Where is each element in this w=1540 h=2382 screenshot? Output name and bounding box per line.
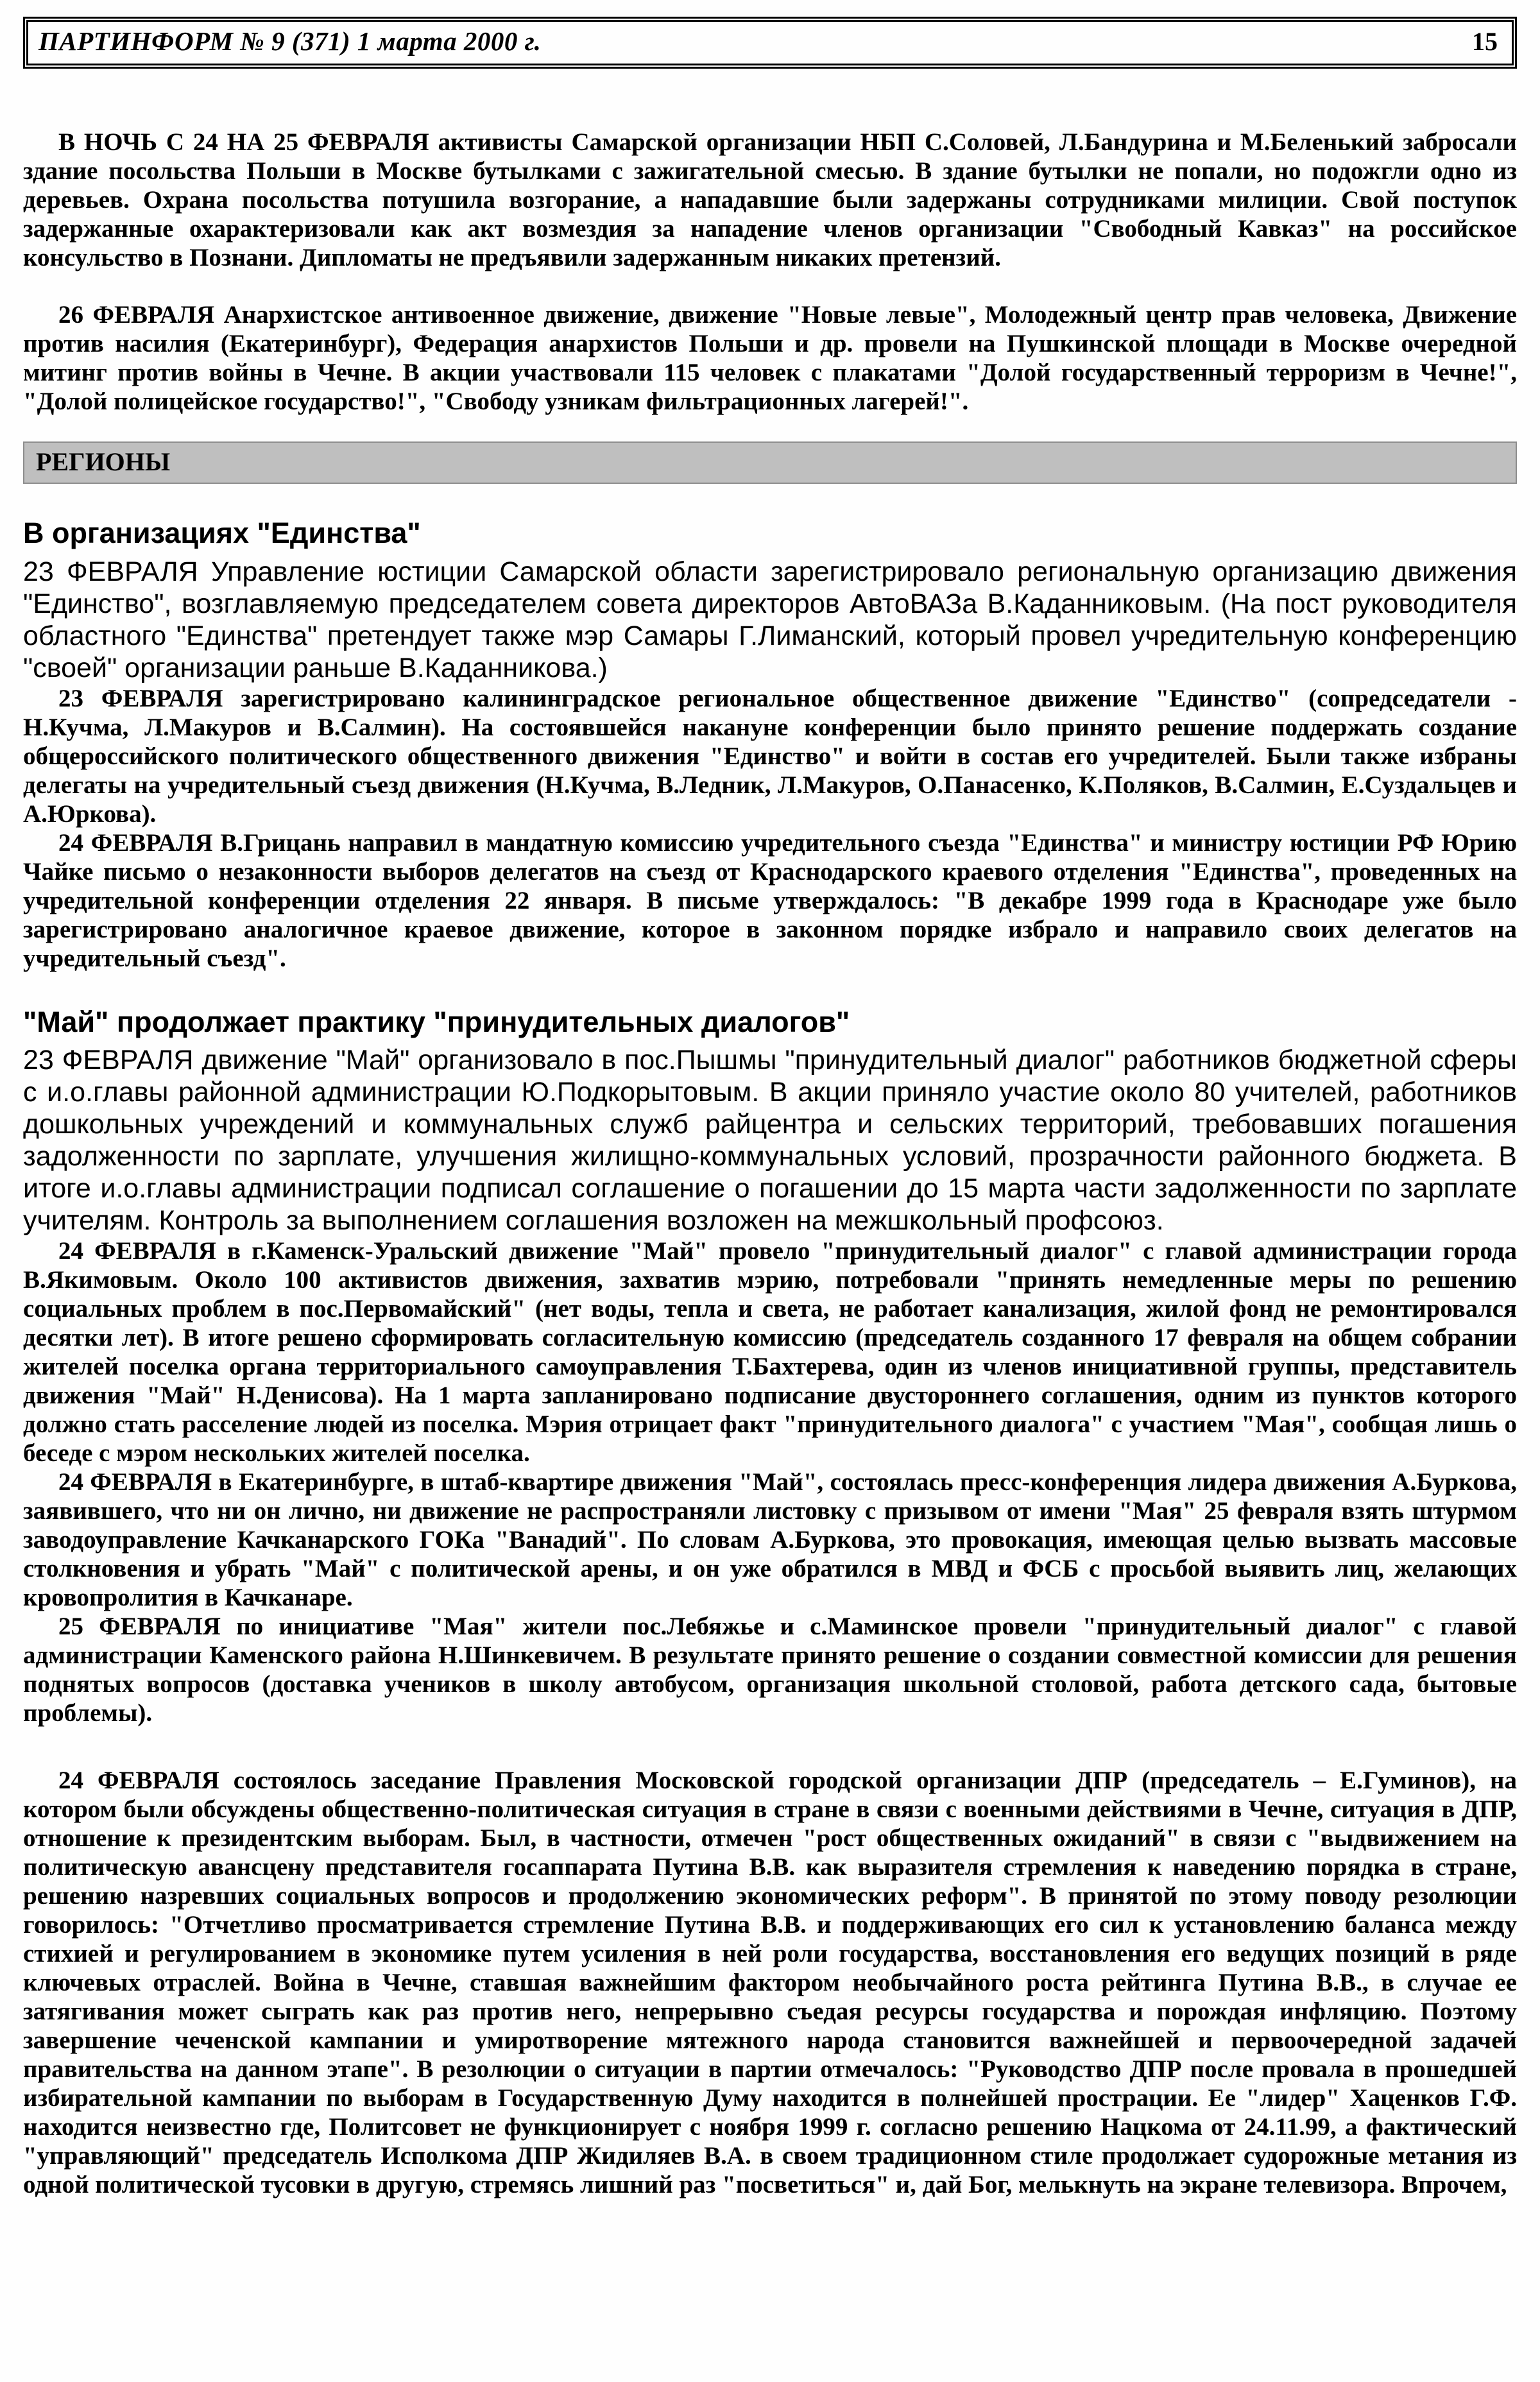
subsection-heading-may: "Май" продолжает практику "принудительных диалогов" [23,1005,850,1038]
dpr-paragraph: 24 ФЕВРАЛЯ состоялось заседание Правления Московской городской организации ДПР (председатель – Е.Гуминов), на котором были обсуждены общественно-политическая ситуация в стране в связи с военными действиями в Чечне, ситуация в ДПР, отношение к президентским выборам. Был, в частности, отмечен "рост общественных ожиданий" в связи с "выдвижением на политическую авансцену представителя госаппарата Путина В.В. как выразителя стремления к наведению порядка в стране, решению назревших социальных вопросов и продолжению экономических реформ". В принятой по этому поводу резолюции говорилось: "Отчетливо просматривается стремление Путина В.В. и поддерживающих его сил к установлению баланса между стихией и регулированием в экономике путем усиления в ней роли государства, восстановления его ведущих позиций в ряде ключевых отраслей. Война в Чечне, ставшая важнейшим фактором необычайного роста рейтинга Путина В.В., в случае ее затягивания может сыграть как раз против него, непрерывно съедая ресурсы государства и порождая инфляцию. Поэтому завершение чеченской кампании и умиротворение мятежного народа становится важнейшей и первоочередной задачей правительства на данном этапе". В резолюции о ситуации в партии отмечалось: "Руководство ДПР после провала в прошедшей избирательной кампании по выборам в Государственную Думу находится в полнейшей прострации. Ее "лидер" Хаценков Г.Ф. находится неизвестно где, Политсовет не функционирует с ноября 1999 г. согласно решению Нацкома от 24.11.99, а фактический "управляющий" председатель Исполкома ДПР Жидиляев В.А. в своем традиционном стиле продолжает судорожные метания из одной политической тусовки в другую, стремясь лишний раз "посветиться" и, дай Бог, мелькнуть на экране телевизора. Впрочем, [23,1767,1517,2199]
intro-paragraph-1: В НОЧЬ С 24 НА 25 ФЕВРАЛЯ активисты Самарской организации НБП С.Соловей, Л.Бандурина и М.Беленький забросали здание посольства Польши в Москве бутылками с зажигательной смесью. В здание бутылки не попали, но подожгли одно из деревьев. Охрана посольства потушила возгорание, а нападавшие были задержаны сотрудниками милиции. Свой поступок задержанные охарактеризовали как акт возмездия за нападение членов организации "Свободный Кавказ" на российское консульство в Познани. Дипломаты не предъявили задержанным никаких претензий. [23,128,1517,272]
masthead-box [23,17,1517,69]
section-title-regions [23,441,1517,484]
section-title-label: РЕГИОНЫ [36,447,171,477]
edinstvo-paragraph-1: 23 ФЕВРАЛЯ Управление юстиции Самарской области зарегистрировало региональную организацию движения "Единство", возглавляемую председателем совета директоров АвтоВАЗа В.Каданниковым. (На пост руководителя областного "Единства" претендует также мэр Самары Г.Лиманский, который провел учредительную конференцию "своей" организации раньше В.Каданникова.) [23,556,1517,683]
edinstvo-paragraph-3: 24 ФЕВРАЛЯ В.Грицань направил в мандатную комиссию учредительного съезда "Единства" и министру юстиции РФ Юрию Чайке письмо о незаконности выборов делегатов на съезд от Краснодарского краевого отделения "Единства", проведенных на учредительной конференции отделения 22 января. В письме утверждалось: "В декабре 1999 года в Краснодаре уже было зарегистрировано аналогичное краевое движение, которое в законном порядке избрало и направило своих делегатов на учредительный съезд". [23,828,1517,972]
may-paragraph-3: 24 ФЕВРАЛЯ в Екатеринбурге, в штаб-квартире движения "Май", состоялась пресс-конференция лидера движения А.Буркова, заявившего, что ни он лично, ни движение не распространяли листовку с призывом от имени "Мая" 25 февраля взять штурмом заводоуправление Качканарского ГОКа "Ванадий". По словам А.Буркова, это провокация, имеющая целью вызвать массовые столкновения и убрать "Май" с политической арены, и он уже обратился в МВД и ФСБ с просьбой выявить лиц, желающих кровопролития в Качканаре. [23,1468,1517,1612]
edinstvo-paragraph-2: 23 ФЕВРАЛЯ зарегистрировано калининградское региональное общественное движение "Единство" (сопредседатели - Н.Кучма, Л.Макуров и В.Салмин). На состоявшейся накануне конференции было принято решение поддержать создание общероссийского политического общественного движения "Единство" и войти в состав его учредителей. Были также избраны делегаты на учредительный съезд движения (Н.Кучма, В.Ледник, Л.Макуров, О.Панасенко, К.Поляков, В.Салмин, Е.Суздальцев и А.Юркова). [23,684,1517,828]
may-paragraph-1: 23 ФЕВРАЛЯ движение "Май" организовало в пос.Пышмы "принудительный диалог" работников бюджетной сферы с и.о.главы районной администрации Ю.Подкорытовым. В акции приняло участие около 80 учителей, работников дошкольных учреждений и коммунальных служб райцентра и сельских территорий, требовавших погашения задолженности по зарплате, улучшения жилищно-коммунальных условий, прозрачности районного бюджета. В итоге и.о.главы администрации подписал соглашение о погашении до 15 марта части задолженности по зарплате учителям. Контроль за выполнением соглашения возложен на межшкольный профсоюз. [23,1045,1517,1237]
masthead-row [28,22,1512,64]
may-paragraph-4: 25 ФЕВРАЛЯ по инициативе "Мая" жители пос.Лебяжье и с.Маминское провели "принудительный диалог" с главой администрации Каменского района Н.Шинкевичем. В результате принято решение о создании совместной комиссии для решения поднятых вопросов (доставка учеников в школу автобусом, организация школьной столовой, работа детского сада, бытовые проблемы). [23,1613,1517,1727]
may-paragraph-2: 24 ФЕВРАЛЯ в г.Каменск-Уральский движение "Май" провело "принудительный диалог" с главой администрации города В.Якимовым. Около 100 активистов движения, захватив мэрию, потребовали "принять немедленные меры по решению социальных проблем в пос.Первомайский" (нет воды, тепла и света, не работает канализация, жилой фонд не ремонтировался десятки лет). В итоге решено сформировать согласительную комиссию (председатель созданного 17 февраля на общем собрании жителей поселка органа территориального самоуправления Т.Бахтерева, один из членов инициативной группы, представитель движения "Май" Н.Денисова). На 1 марта запланировано подписание двустороннего соглашения, одним из пунктов которого должно стать расселение людей из поселка. Мэрия отрицает факт "принудительного диалога" с участием "Мая", сообщая лишь о беседе с мэром нескольких жителей поселка. [23,1237,1517,1468]
journal-title: ПАРТИНФОРМ № 9 (371) 1 марта 2000 г. [38,26,542,56]
page-number: 15 [1472,27,1498,56]
intro-paragraph-2: 26 ФЕВРАЛЯ Анархистское антивоенное движение, движение "Новые левые", Молодежный центр прав человека, Движение против насилия (Екатеринбург), Федерация анархистов Польши и др. провели на Пушкинской площади в Москве очередной митинг против войны в Чечне. В акции участвовали 115 человек с плакатами "Долой государственный терроризм в Чечне!", "Долой полицейское государство!", "Свободу узникам фильтрационных лагерей!". [23,301,1517,416]
subsection-heading-edinstvo: В организациях "Единства" [23,517,421,550]
